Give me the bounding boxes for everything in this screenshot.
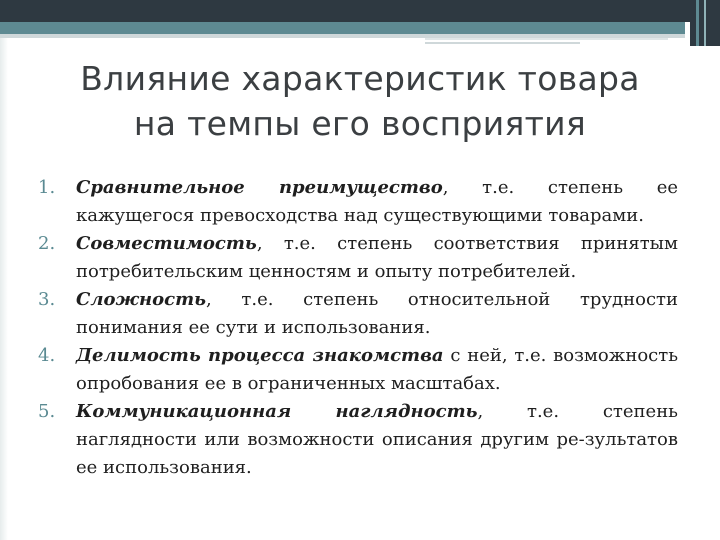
slide-title [20, 56, 700, 146]
top-right-stripe [696, 0, 699, 46]
left-edge-gradient [0, 0, 8, 540]
top-accent-line-short [425, 42, 580, 44]
list-number: 3. [38, 289, 56, 310]
list-item [38, 174, 678, 230]
list-text: , т.е. степень ее кажущегося превосходства над существующими товарами. [76, 177, 678, 226]
list-item [38, 342, 678, 398]
list-term: Делимость процесса знакомства [76, 345, 444, 366]
list-text: , т.е. степень относительной трудности понимания ее сути и использования. [76, 289, 678, 338]
list-text: с ней, т.е. возможность опробования ее в ограниченных масштабах. [76, 345, 679, 394]
list-item [38, 286, 678, 342]
list-term: Сложность [76, 289, 207, 310]
list-text: , т.е. степень наглядности или возможности описания другим ре-зультатов ее использования. [76, 401, 678, 478]
list-text: , т.е. степень соответствия принятым потребительским ценностям и опыту потребителей. [76, 233, 678, 282]
slide-title-line-1: Влияние характеристик товара [80, 59, 640, 98]
characteristics-list [38, 174, 678, 482]
list-term: Коммуникационная наглядность [76, 401, 478, 422]
list-item [38, 230, 678, 286]
list-number: 5. [38, 401, 56, 422]
top-accent-line [425, 38, 668, 40]
top-teal-bar [0, 22, 685, 34]
list-number: 4. [38, 345, 56, 366]
list-term: Совместимость [76, 233, 257, 254]
list-item [38, 398, 678, 482]
top-right-stripe-light [704, 0, 706, 46]
top-dark-bar [0, 0, 720, 22]
list-term: Сравнительное преимущество [76, 177, 443, 198]
slide-title-line-2: на темпы его восприятия [133, 104, 587, 143]
list-number: 2. [38, 233, 56, 254]
list-number: 1. [38, 177, 56, 198]
